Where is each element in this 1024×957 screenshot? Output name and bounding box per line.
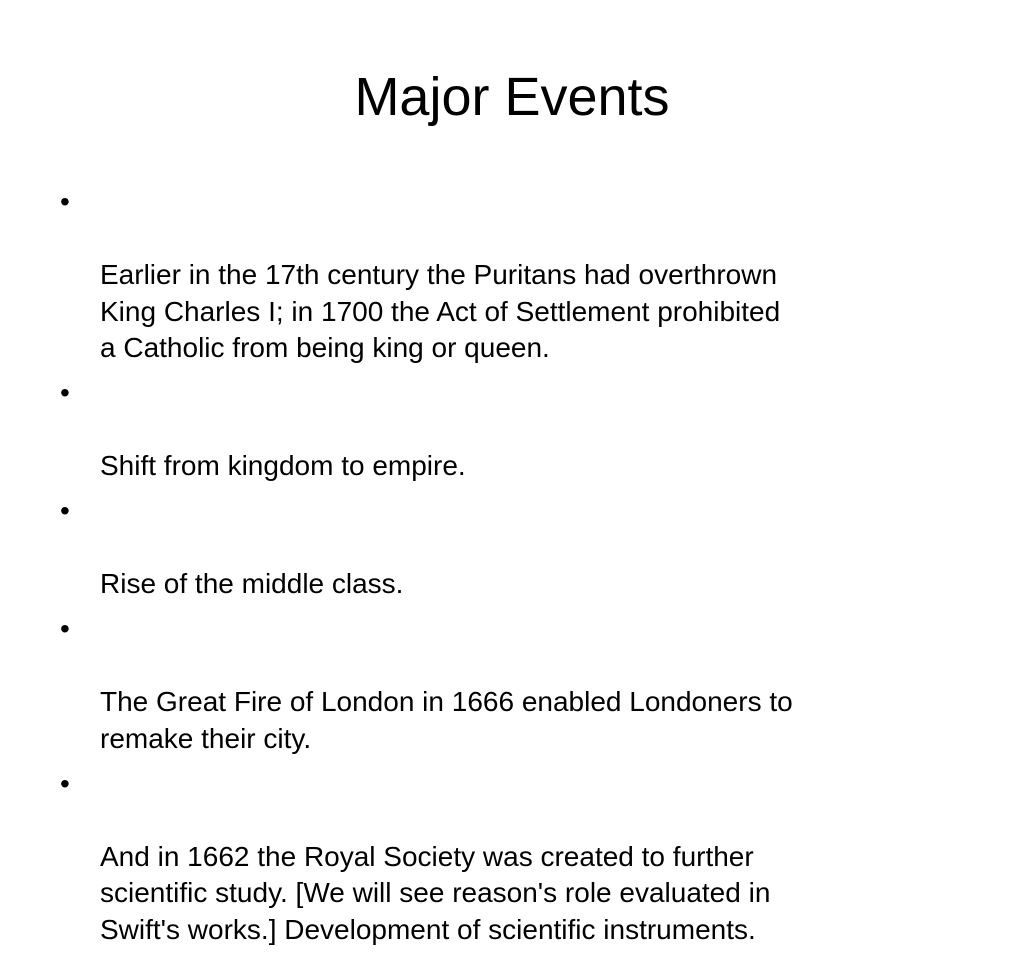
bullet-text: Shift from kingdom to empire. [100, 450, 466, 481]
list-item [56, 611, 956, 757]
list-item [56, 766, 956, 949]
bullet-text: And in 1662 the Royal Society was created to further scientific study. [We will see reason's role evaluated in Swift's works.] Development of scientific instruments. [100, 840, 771, 945]
bullet-icon: • [60, 377, 70, 408]
bullet-text: Rise of the middle class. [100, 568, 404, 599]
bullet-icon: • [60, 495, 70, 526]
bullet-list [56, 184, 956, 957]
bullet-icon: • [60, 613, 70, 644]
list-item [56, 184, 956, 367]
bullet-icon: • [60, 186, 70, 217]
bullet-text: Earlier in the 17th century the Puritans had overthrown King Charles I; in 1700 the Act of Settlement prohibited a Catholic from being king or queen. [100, 259, 781, 363]
bullet-text: The Great Fire of London in 1666 enabled Londoners to remake their city. [100, 686, 793, 754]
list-item [56, 493, 956, 603]
bullet-icon: • [60, 767, 70, 799]
list-item [56, 375, 956, 485]
slide-title: Major Events [354, 67, 670, 127]
